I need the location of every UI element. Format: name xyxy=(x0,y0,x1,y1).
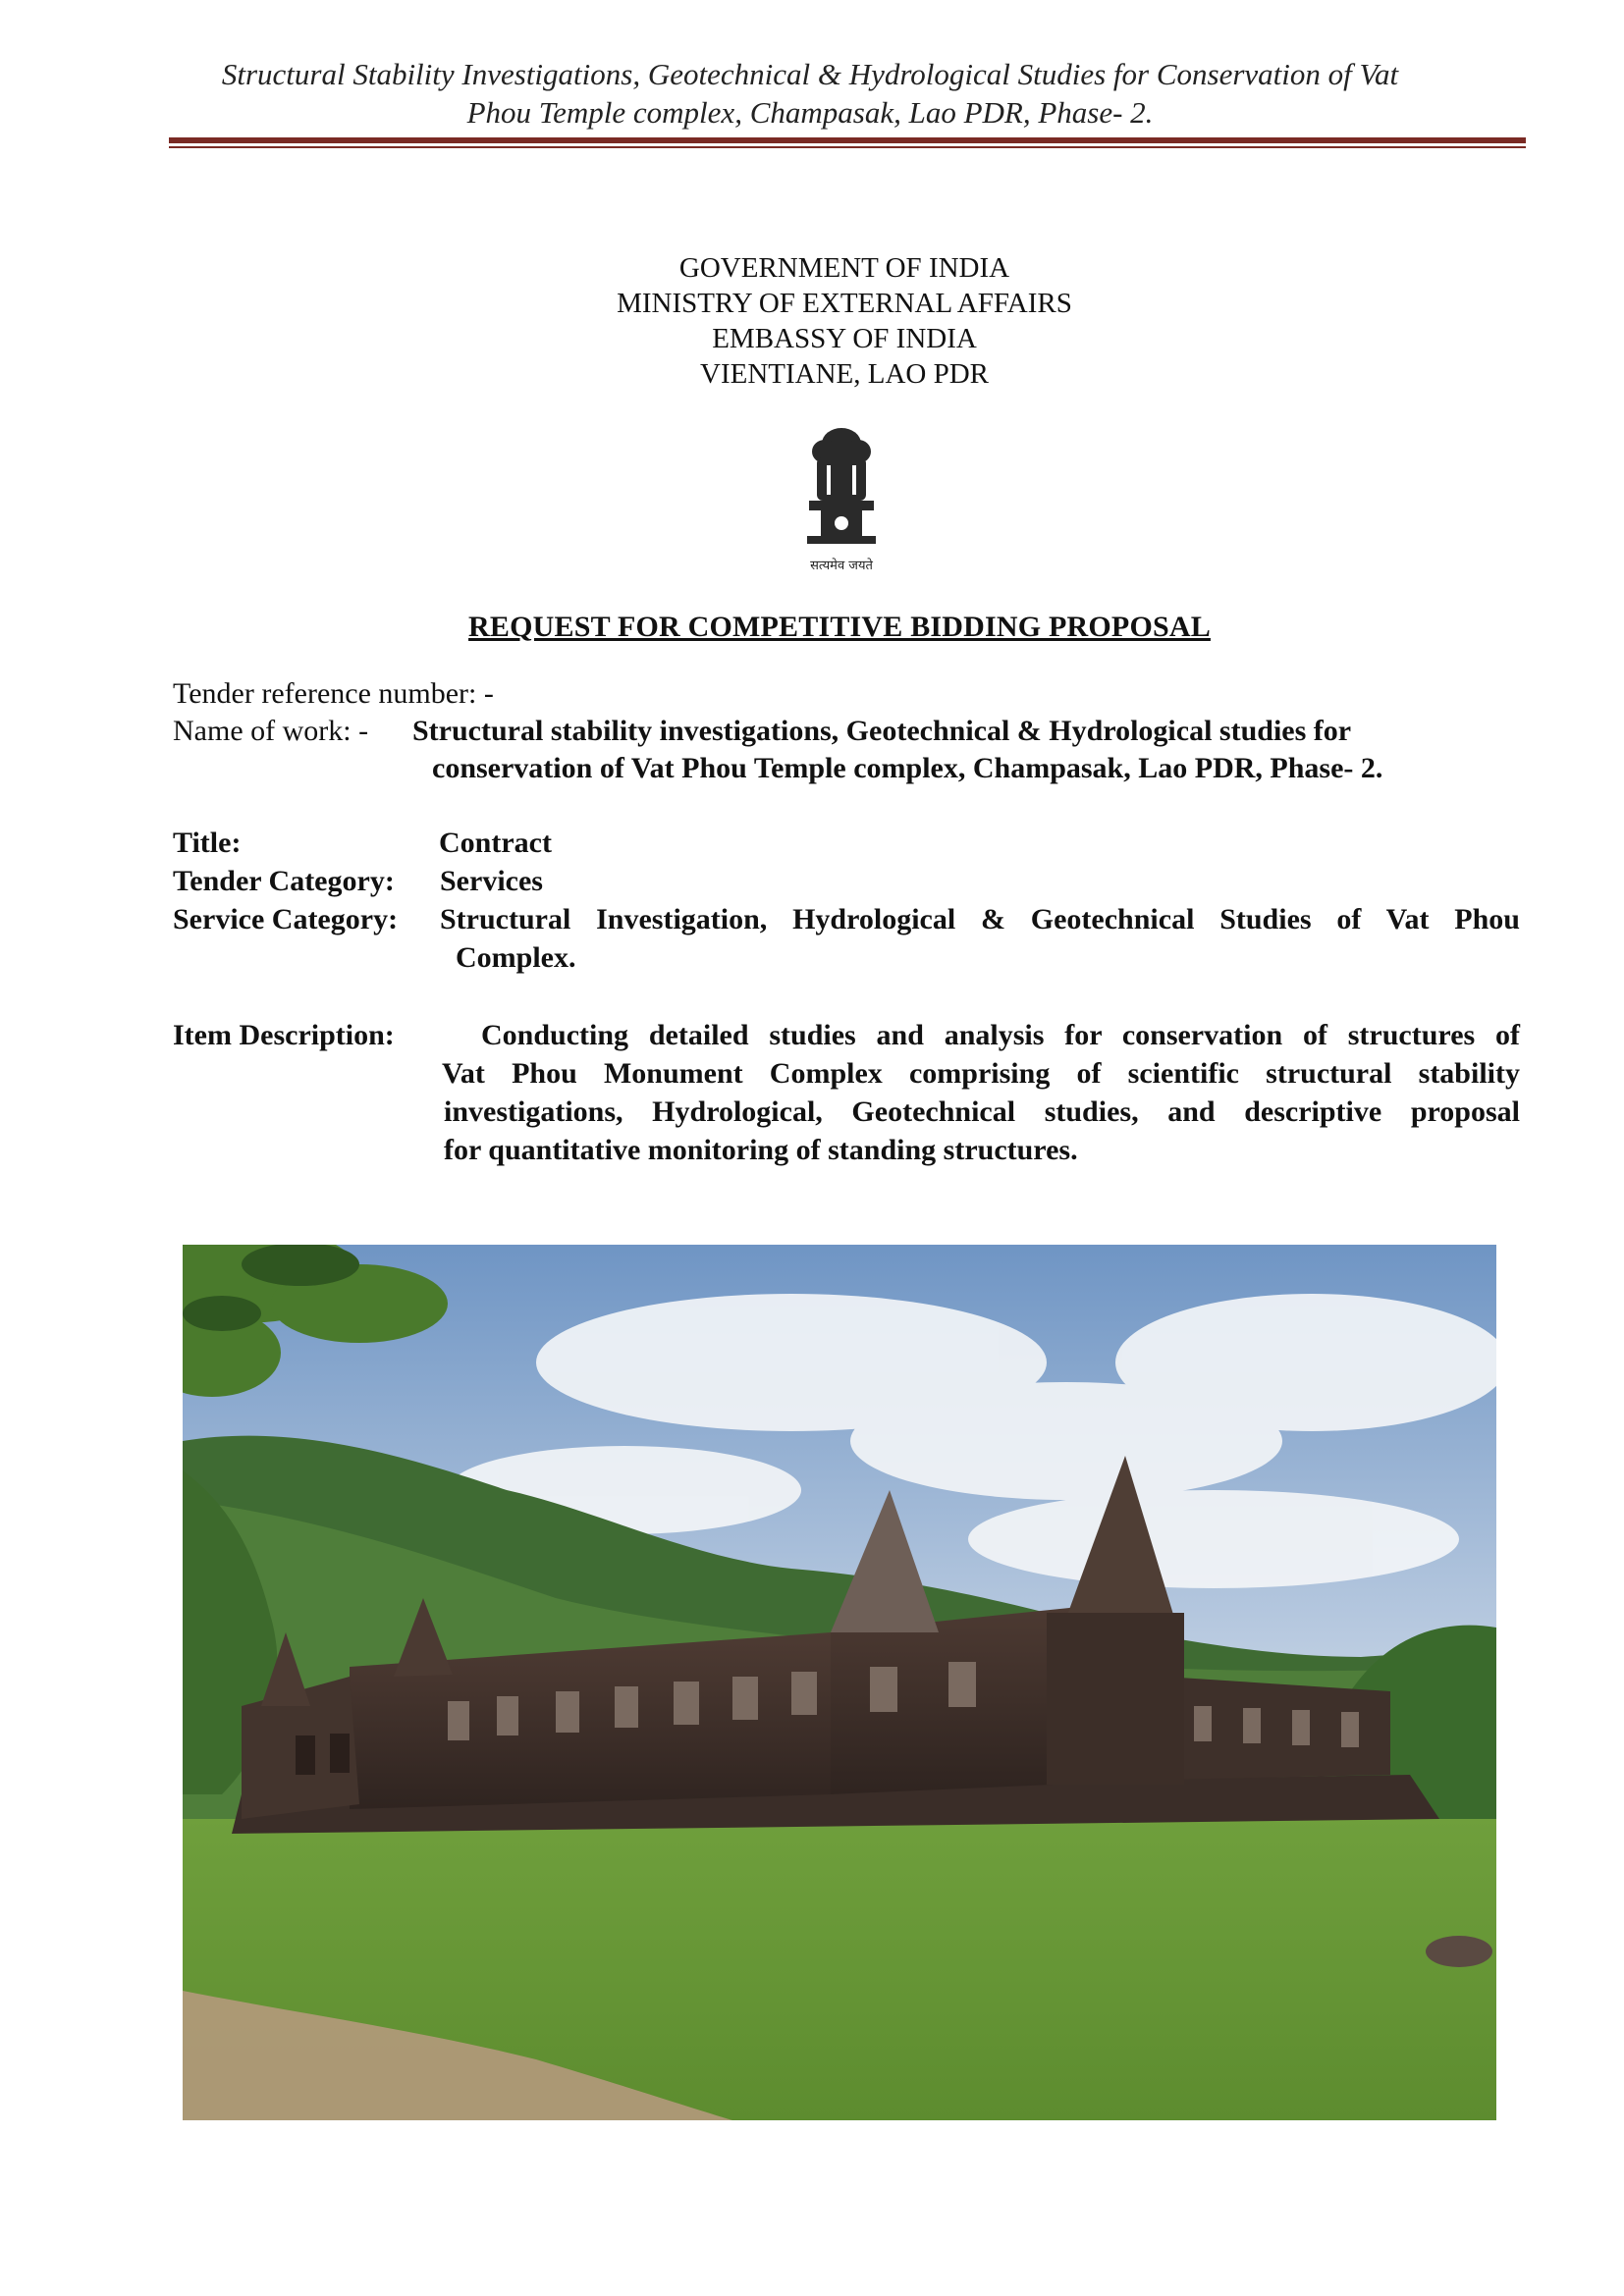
item-description-label: Item Description: xyxy=(173,1019,395,1051)
tender-category-value: Services xyxy=(440,865,543,897)
temple-photo xyxy=(183,1245,1496,2120)
title-label: Title: xyxy=(173,827,242,859)
service-category-line-2: Complex. xyxy=(456,941,576,974)
authority-line-embassy: EMBASSY OF INDIA xyxy=(712,323,977,354)
running-header-line-1: Structural Stability Investigations, Geotechnical & Hydrological Studies for Conservation of Vat xyxy=(221,57,1399,91)
item-description-line-3: investigations, Hydrological, Geotechnical studies, and descriptive proposal xyxy=(444,1095,1520,1128)
header-rule-thin xyxy=(169,146,1526,148)
running-header xyxy=(147,55,1473,132)
header-rule xyxy=(169,137,1526,143)
item-description-line-4: for quantitative monitoring of standing structures. xyxy=(444,1134,1078,1166)
national-emblem-icon xyxy=(797,422,886,579)
service-category-label: Service Category: xyxy=(173,903,399,935)
tender-reference-label: Tender reference number: - xyxy=(173,677,494,710)
authority-line-ministry: MINISTRY OF EXTERNAL AFFAIRS xyxy=(617,288,1072,319)
running-header-line-2: Phou Temple complex, Champasak, Lao PDR, Phase- 2. xyxy=(466,95,1154,130)
authority-line-government: GOVERNMENT OF INDIA xyxy=(678,252,1010,284)
service-category-line-1: Structural Investigation, Hydrological & Geotechnical Studies of Vat Phou xyxy=(440,903,1520,935)
name-of-work-line-1: Structural stability investigations, Geotechnical & Hydrological studies for xyxy=(412,715,1352,747)
item-description-line-1: Conducting detailed studies and analysis for conservation of structures of xyxy=(481,1019,1520,1051)
name-of-work-label: Name of work: - xyxy=(173,715,369,747)
authority-line-city: VIENTIANE, LAO PDR xyxy=(700,358,989,390)
issuing-authority xyxy=(491,250,1198,392)
document-title: REQUEST FOR COMPETITIVE BIDDING PROPOSAL xyxy=(468,611,1211,643)
emblem-motto: सत्यमेव जयते xyxy=(810,559,873,573)
tender-category-label: Tender Category: xyxy=(173,865,395,897)
name-of-work-line-2: conservation of Vat Phou Temple complex, Champasak, Lao PDR, Phase- 2. xyxy=(432,752,1383,784)
item-description-line-2: Vat Phou Monument Complex comprising of scientific structural stability xyxy=(442,1057,1520,1090)
title-value: Contract xyxy=(439,827,552,859)
